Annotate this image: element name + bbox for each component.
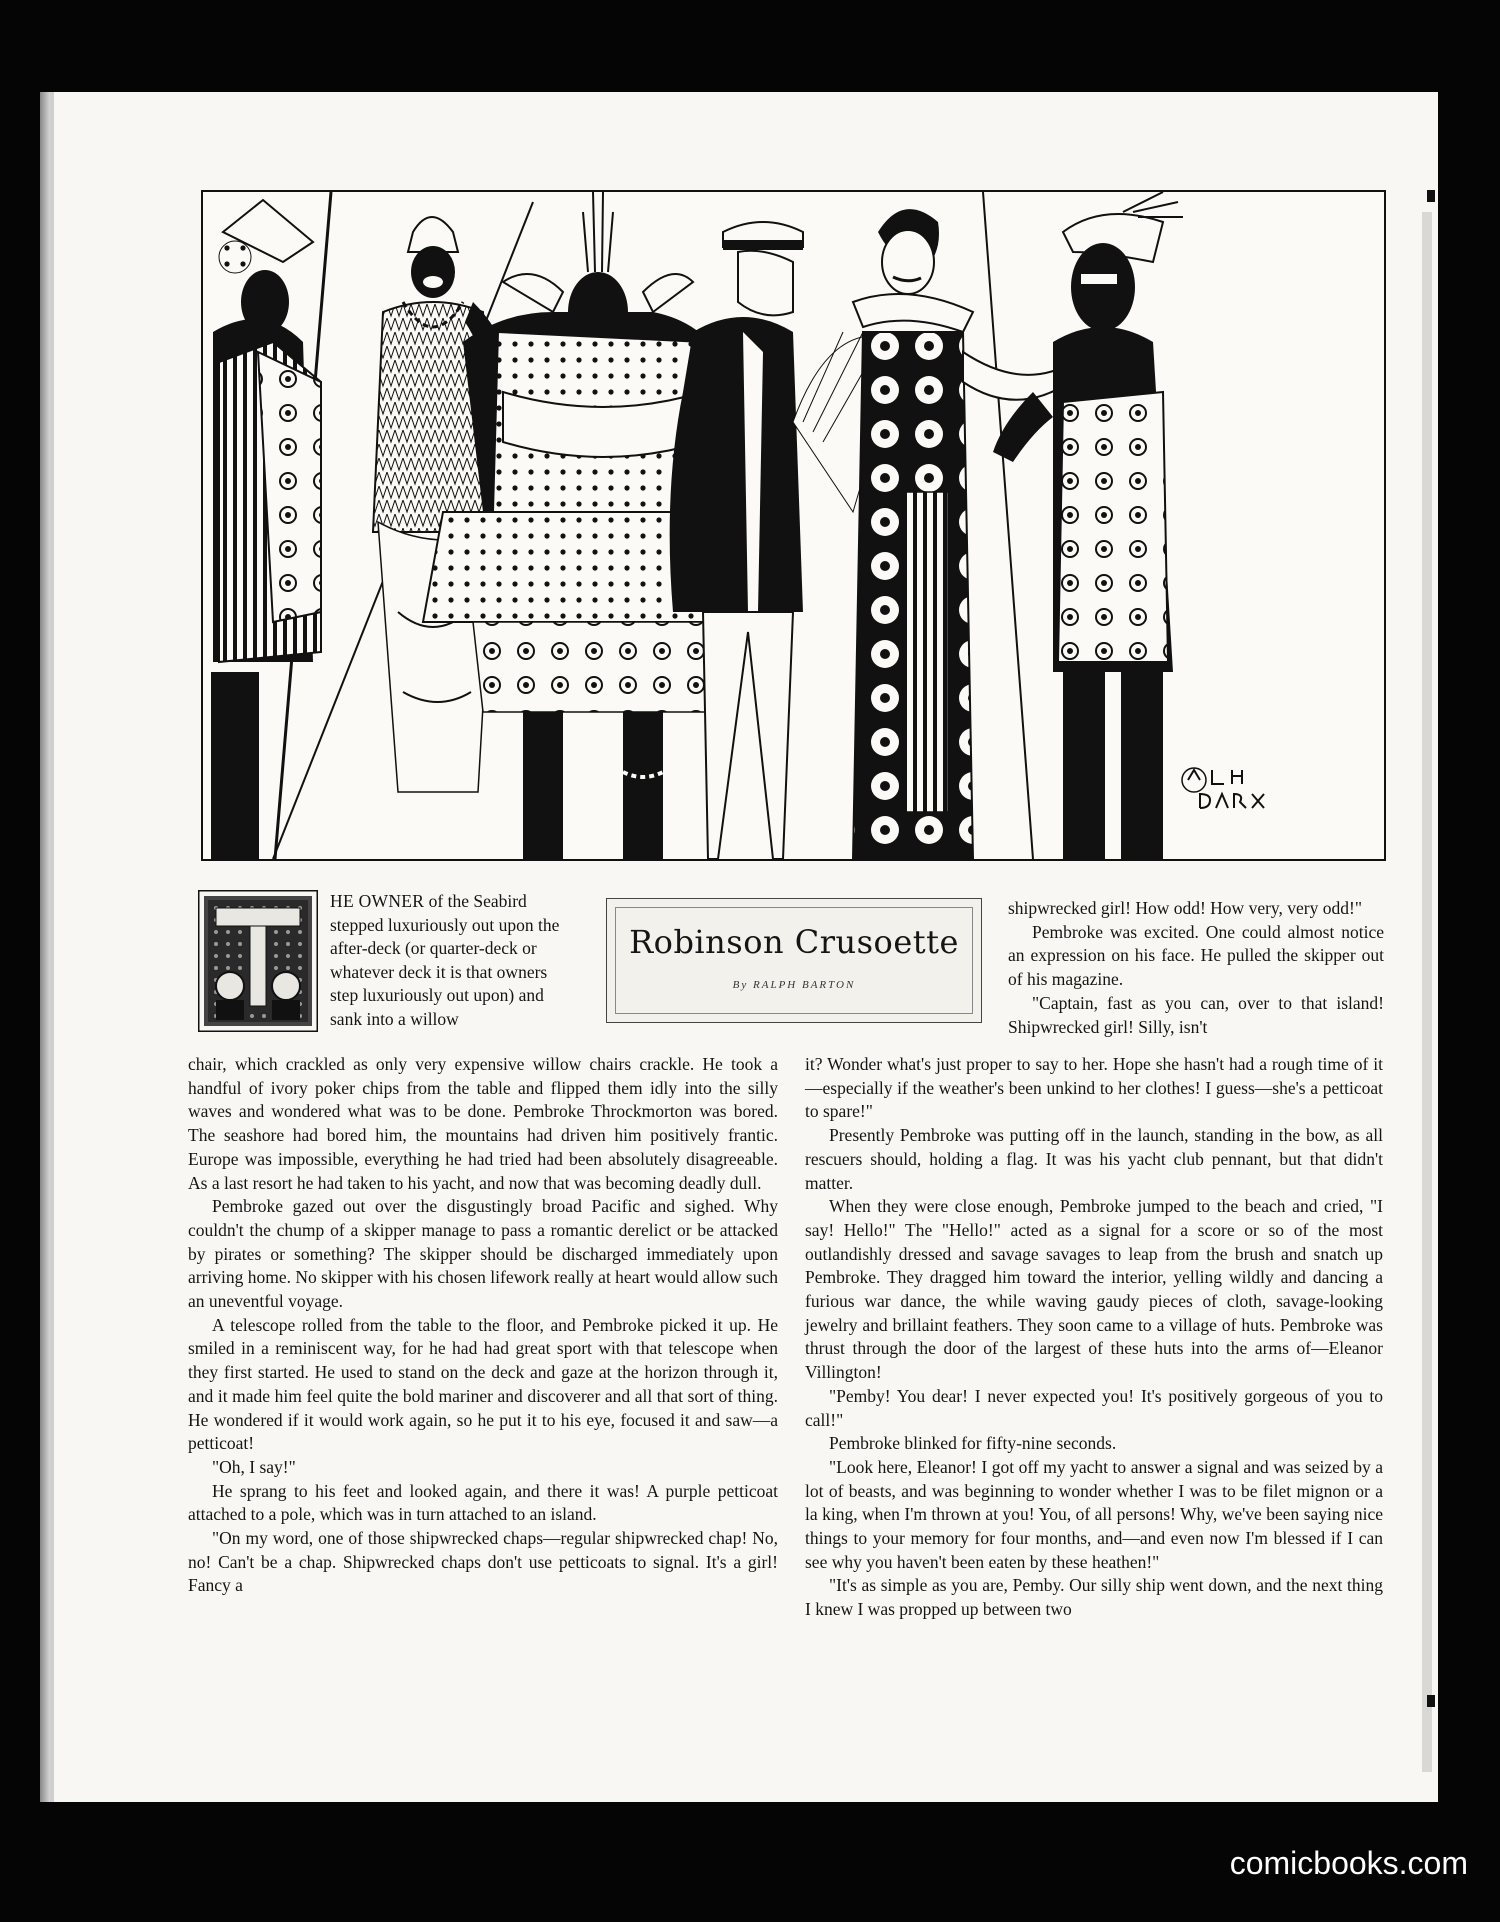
paragraph: A telescope rolled from the table to the floor, and Pembroke picked it up. He smiled in a reminiscent way, for he had had great sport with that telescope when they first started. He used to stand on the deck and gaze at the horizon through it, and it made him feel quite the bold mariner and discoverer and all that sort of thing. He wondered if it would work again, so he put it to his eye, focused it and saw—a petticoat! [188, 1314, 778, 1454]
title-box [606, 898, 982, 1023]
drop-cap-t-ornament [198, 890, 318, 1032]
paragraph: "On my word, one of those shipwrecked chaps—regular shipwrecked chap! No, no! Can't be a chap. Shipwrecked chaps don't use petticoats to signal. It's a girl! Fancy a [188, 1528, 778, 1596]
paragraph: He sprang to his feet and looked again, and there it was! A purple petticoat attached to a pole, which was in turn attached to an island. [188, 1480, 778, 1525]
paragraph: When they were close enough, Pembroke jumped to the beach and cried, "I say! Hello!" The "Hello!" acted as a signal for a score or so of the most outlandishly dressed and savage savages to leap from the brush and snatch up Pembroke. They dragged him toward the interior, yelling wildly and dancing a furious war dance, the while waving gaudy pieces of cloth, savage-looking jewelry and brillaint feathers. They soon came to a village of huts. Pembroke was thrust through the door of the largest of these huts into the arms of—Eleanor Villington! [805, 1196, 1383, 1383]
paragraph: shipwrecked girl! How odd! How very, very odd!" [1008, 898, 1362, 918]
article-title: Robinson Crusoette [629, 923, 959, 961]
paragraph: "Oh, I say!" [212, 1456, 296, 1477]
edge-mark [1427, 190, 1435, 202]
intro-paragraph [330, 890, 578, 1031]
paragraph: Pembroke was excited. One could almost notice an expression on his face. He pulled the skipper out of his magazine. [1008, 921, 1384, 990]
right-column [805, 1053, 1383, 1622]
intro-text: of the Seabird stepped luxuriously out upon the after-deck (or quarter-deck or whatever deck it is that owners step luxuriously out upon) and sank into a willow [330, 891, 560, 1029]
paragraph: "Look here, Eleanor! I got off my yacht to answer a signal and was seized by a lot of beasts, and was beginning to wonder whether I was to be filet mignon or a la king, when I'm thrown at you! You, of all persons! Why, we've been saying nice things to your memory for four months, and—and even now I'm blessed if I can see why you haven't been eaten by these heathen!" [805, 1456, 1383, 1572]
paragraph: "Captain, fast as you can, over to that island! Shipwrecked girl! Silly, isn't [1008, 992, 1384, 1037]
article-illustration [201, 190, 1386, 861]
left-column [188, 1053, 778, 1598]
facing-page-edge [1422, 212, 1432, 1772]
paragraph: chair, which crackled as only very expensive willow chairs crackle. He took a handful of ivory poker chips from the table and flipped them idly into the silly waves and wondered what was to be done. Pembroke Throckmorton was bored. The seashore had bored him, the mountains had driven him positively frantic. Europe was impossible, everything he had tried had been absolutely disagreeable. As a last resort he had taken to his yacht, and now that was becoming deadly dull. [188, 1054, 778, 1193]
paragraph: Pembroke blinked for fifty-nine seconds. [829, 1433, 1117, 1454]
paragraph: Pembroke gazed out over the disgustingly broad Pacific and sighed. Why couldn't the chump of a skipper manage to pass a romantic derelict or be attacked by pirates or something? The skipper should be discharged immediately upon arriving home. No skipper with his chosen lifework really at heart would allow such an uneventful voyage. [188, 1196, 778, 1312]
right-column-top [1008, 897, 1384, 1039]
site-watermark: comicbooks.com [1229, 1845, 1468, 1881]
artist-signature [1180, 762, 1270, 822]
illustration-drawing [203, 192, 1384, 859]
edge-mark [1427, 1695, 1435, 1707]
intro-opening-words: HE OWNER [330, 891, 425, 911]
paragraph: "Pemby! You dear! I never expected you! It's positively gorgeous of you to call!" [805, 1385, 1383, 1430]
paragraph: "It's as simple as you are, Pemby. Our silly ship went down, and the next thing I knew I was propped up between two [805, 1575, 1383, 1620]
paragraph: it? Wonder what's just proper to say to her. Hope she hasn't had a rough time of it—especially if the weather's been unkind to her clothes! I guess—she's a petticoat to spare!" [805, 1054, 1383, 1122]
paragraph: Presently Pembroke was putting off in the launch, standing in the bow, as all rescuers should, holding a flag. It was his yacht club pennant, but that didn't matter. [805, 1125, 1383, 1193]
article-byline: By RALPH BARTON [732, 979, 856, 991]
